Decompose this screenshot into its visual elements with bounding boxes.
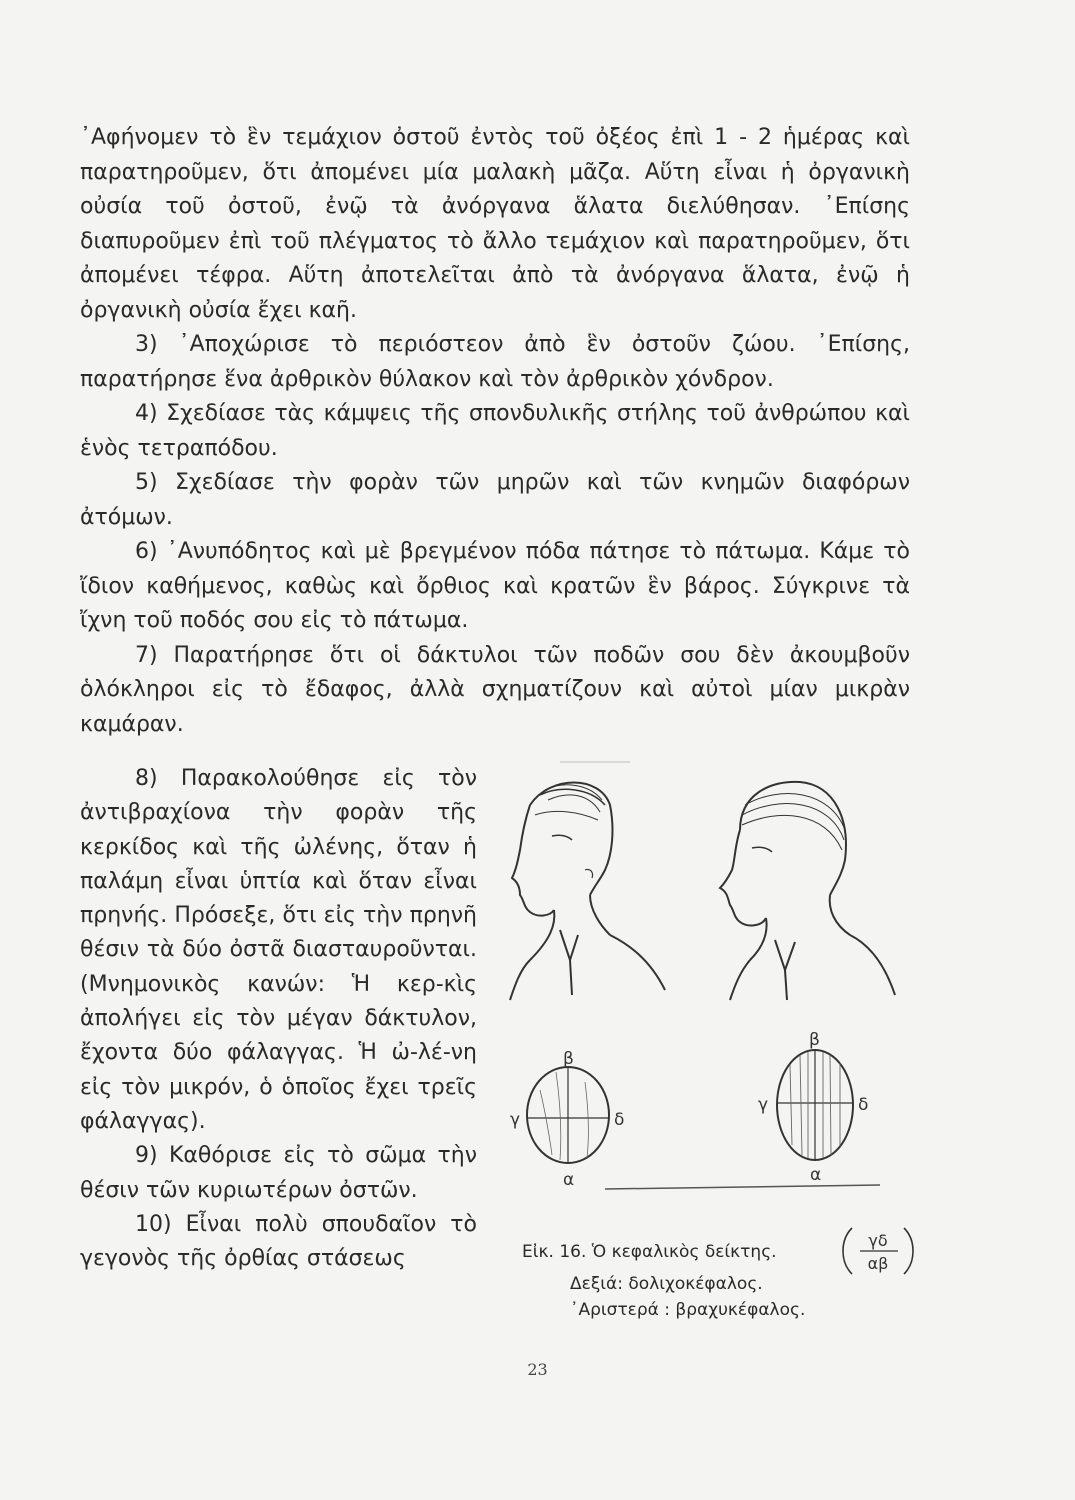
label-delta-right: δ [858, 1095, 869, 1115]
formula-numerator: γδ [868, 1231, 888, 1250]
figure-divider [605, 1185, 880, 1189]
label-alpha-left: α [563, 1170, 575, 1190]
paragraph-intro: ᾿Αφήνομεν τὸ ἓν τεμάχιον ὀστοῦ ἐντὸς τοῦ ὀξέος ἐπὶ 1 - 2 ἡμέρας καὶ παρατηροῦμεν, ὅτι ἀπομένει μία μαλακὴ μᾶζα. Αὕτη εἶναι ἡ ὀργανικὴ οὐσία τοῦ ὀστοῦ, ἐνῷ τὰ ἀνόργανα ἅλατα διελύθησαν. ᾿Επίσης διαπυροῦμεν ἐπὶ τοῦ πλέγματος τὸ ἄλλο τεμάχιον καὶ παρατηροῦμεν, ὅτι ἀπομένει τέφρα. Αὕτη ἀποτελεῖται ἀπὸ τὰ ἀνόργανα ἅλατα, ἐνῷ ἡ ὀργανικὴ οὐσία ἔχει καῆ. [80, 125, 910, 323]
paragraph-10: 10) Εἶναι πολὺ σπουδαῖον τὸ γεγονὸς τῆς ὀρθίας στάσεως [80, 1211, 477, 1272]
caption-right-note: Δεξιά: δολιχοκέφαλος. [570, 1274, 763, 1294]
paragraph-4: 4) Σχεδίασε τὰς κάμψεις τῆς σπονδυλικῆς στήλης τοῦ ἀνθρώπου καὶ ἑνὸς τετραπόδου. [80, 401, 910, 461]
dolichocephalic-skull-outline [758, 1030, 868, 1185]
paragraph-6: 6) ᾿Ανυπόδητος καὶ μὲ βρεγμένον πόδα πάτησε τὸ πάτωμα. Κάμε τὸ ἴδιον καθήμενος, καθὼς καὶ ὄρθιος καὶ κρατῶν ἓν βάρος. Σύγκρινε τὰ ἴχνη τοῦ ποδός σου εἰς τὸ πάτωμα. [80, 539, 910, 633]
page-number: 23 [527, 1360, 548, 1379]
paragraph-5: 5) Σχεδίασε τὴν φορὰν τῶν μηρῶν καὶ τῶν κνημῶν διαφόρων ἀτόμων. [80, 470, 910, 530]
paragraph-8: 8) Παρακολούθησε εἰς τὸν ἀντιβραχίονα τὴν φορὰν τῆς κερκίδος καὶ τῆς ὠλένης, ὅταν ἡ παλάμη εἶναι ὑπτία καὶ ὅταν εἶναι πρηνής. Πρόσεξε, ὅτι εἰς τὴν πρηνῆ θέσιν τὰ δύο ὀστᾶ διασταυροῦνται. (Μνημονικὸς κανών: Ἡ κερ-κὶς ἀπολήγει εἰς τὸν μέγαν δάκτυλον, ἔχοντα δύο φάλαγγας. Ἡ ὠ-λέ-νη εἰς τὸν μικρόν, ὁ ὁποῖος ἔχει τρεῖς φάλαγγας). [80, 766, 477, 1134]
label-gamma-right: γ [758, 1095, 769, 1115]
paragraph-7: 7) Παρατήρησε ὅτι οἱ δάκτυλοι τῶν ποδῶν σου δὲν ἀκουμβοῦν ὁλόκληροι εἰς τὸ ἔδαφος, ἀλλὰ σχηματίζουν καὶ αὐτοὶ μίαν μικρὰν καμάραν. [80, 642, 910, 737]
caption-left-note: ᾿Αριστερά : βραχυκέφαλος. [570, 1300, 806, 1320]
label-delta-left: δ [614, 1110, 625, 1130]
formula-denominator: αβ [867, 1254, 889, 1273]
caption-title: Εἰκ. 16. Ὁ κεφαλικὸς δείκτης. [522, 1242, 777, 1262]
label-beta-right: β [809, 1030, 820, 1050]
figure-16-cephalic-index [490, 760, 910, 1240]
dolichocephalic-head-illustration [720, 782, 895, 1000]
label-beta-left: β [563, 1049, 574, 1069]
label-gamma-left: γ [510, 1110, 521, 1130]
side-text-block [80, 762, 477, 1276]
brachycephalic-skull-outline [510, 1049, 624, 1190]
label-alpha-right: α [810, 1165, 822, 1185]
cephalic-index-formula [838, 1222, 918, 1280]
brachycephalic-head-illustration [510, 783, 665, 1001]
paragraph-3: 3) ᾿Αποχώρισε τὸ περιόστεον ἀπὸ ἓν ὀστοῦν ζώου. ᾿Επίσης, παρατήρησε ἕνα ἀρθρικὸν θύλακον καὶ τὸν ἀρθρικὸν χόνδρον. [80, 332, 910, 392]
main-text-block [80, 121, 910, 742]
paragraph-9: 9) Καθόρισε εἰς τὸ σῶμα τὴν θέσιν τῶν κυριωτέρων ὀστῶν. [80, 1143, 477, 1203]
